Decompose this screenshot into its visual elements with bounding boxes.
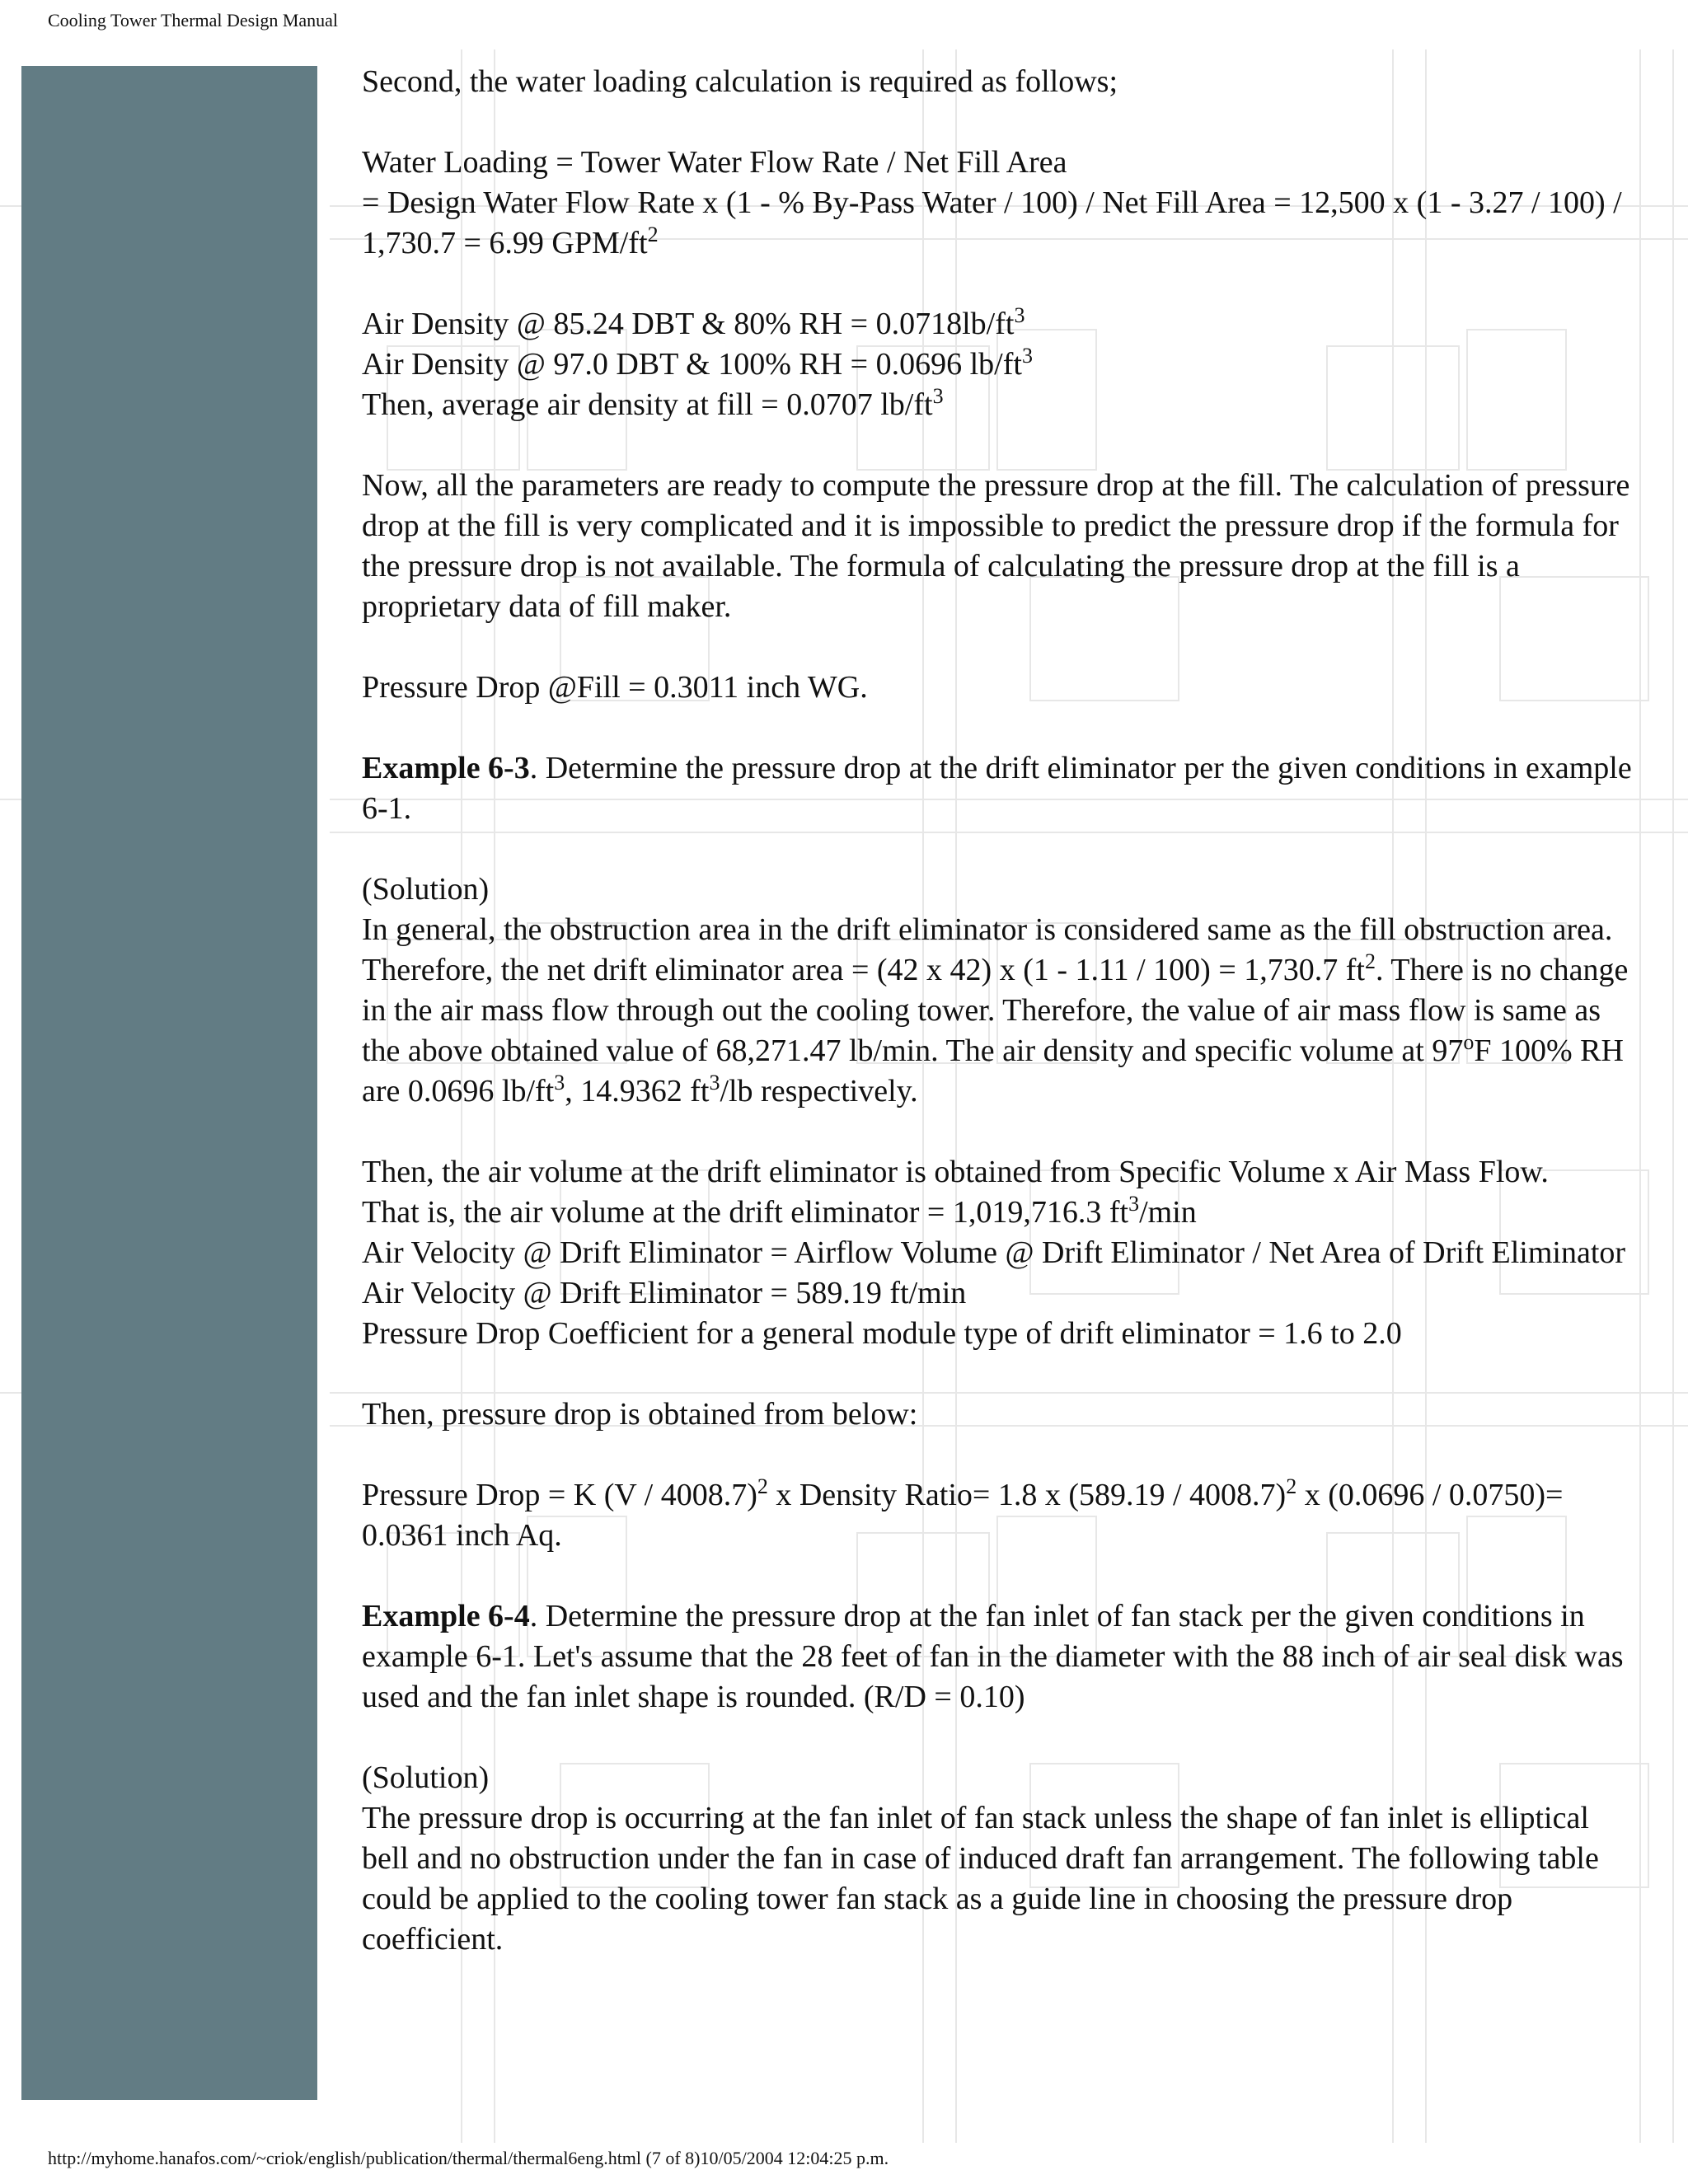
- example-6-4: Example 6-4. Determine the pressure drop at the fan inlet of fan stack per the given conditions in example 6-1. Let's assume that the 28 feet of fan in the diameter with the 88 inch of air seal disk was used and the fan inlet shape is rounded. (R/D = 0.10): [362, 1599, 1624, 1714]
- paragraph-air-volume: Then, the air volume at the drift eliminator is obtained from Specific Volume x Air Mass Flow. That is, the air volume at the drift eliminator = 1,019,716.3 $ft^3/\min$ Air Velocity @ Drift Eliminator = Airflow Volume @ Drift Eliminator / Net Area of Drift Eliminator Air Velocity @ Drift Eliminator = 589.19 ft/min Pressure Drop Coefficient for a general module type of drift eliminator = 1.6 to 2.0: [362, 1155, 1626, 1351]
- sidebar-panel: [21, 66, 317, 2100]
- page-header: Cooling Tower Thermal Design Manual: [48, 10, 339, 30]
- main-content: [362, 62, 1643, 2000]
- paragraph-water-loading: Water Loading = Tower Water Flow Rate / Net Fill Area = Design Water Flow Rate x (1 - % By-Pass Water / 100) / Net Fill Area = 12,500 x (1 - 3.27 / 100) / 1,730.7 = 6.99 GPM/$ft^2$: [362, 145, 1622, 260]
- paragraph-fill-pressure: Now, all the parameters are ready to compute the pressure drop at the fill. The calculation of pressure drop at the fill is very complicated and it is impossible to predict the pressure drop if the formula for the pressure drop is not available. The formula of calculating the pressure drop at the fill is a proprietary data of fill maker.: [362, 468, 1630, 624]
- example-6-4-label: Example 6-4: [362, 1599, 530, 1633]
- example-6-3: Example 6-3. Determine the pressure drop at the drift eliminator per the given conditions in example 6-1.: [362, 751, 1632, 826]
- paragraph-pressure-drop-fill: Pressure Drop @Fill = 0.3011 inch WG.: [362, 670, 868, 705]
- page-footer-url: http://myhome.hanafos.com/~criok/english/publication/thermal/thermal6eng.html (7 of 8)10/05/2004 12:04:25 p.m.: [48, 2148, 889, 2168]
- solution-6-4: (Solution) The pressure drop is occurring at the fan inlet of fan stack unless the shape of fan inlet is elliptical bell and no obstruction under the fan in case of induced draft fan arrangement. The following table could be applied to the cooling tower fan stack as a guide line in choosing the pressure drop coefficient.: [362, 1760, 1599, 1957]
- solution-6-3: (Solution) In general, the obstruction area in the drift eliminator is considered same as the fill obstruction area. Therefore, the net drift eliminator area = (42 x 42) x (1 - 1.11 / 100) = 1,730.7 $ft^2$. There is no change in the air mass flow through out the cooling tower. Therefore, the value of air mass flow is same as the above obtained value of 68,271.47 lb/min. The air density and specific volume at 97$^o$F 100% RH are 0.0696 $lb/ft^3$, 14.9362 $ft^3/lb$ respectively.: [362, 872, 1629, 1108]
- paragraph-intro: Second, the water loading calculation is required as follows;: [362, 64, 1118, 99]
- paragraph-air-density: Air Density @ 85.24 DBT & 80% RH = $0.0718lb/ft^3$ Air Density @ 97.0 DBT & 100% RH = 0.0696 $lb/ft^3$ Then, average air density at fill = 0.0707 $lb/ft^3$: [362, 303, 1033, 422]
- paragraph-pressure-drop-intro: Then, pressure drop is obtained from below:: [362, 1397, 918, 1432]
- paragraph-pressure-drop-formula: Pressure Drop = K (V / 4008.7)$^2$ x Density Ratio= 1.8 x (589.19 / 4008.7)$^2$ x (0.0696 / 0.0750)= 0.0361 inch Aq.: [362, 1474, 1564, 1553]
- example-6-3-label: Example 6-3: [362, 751, 530, 785]
